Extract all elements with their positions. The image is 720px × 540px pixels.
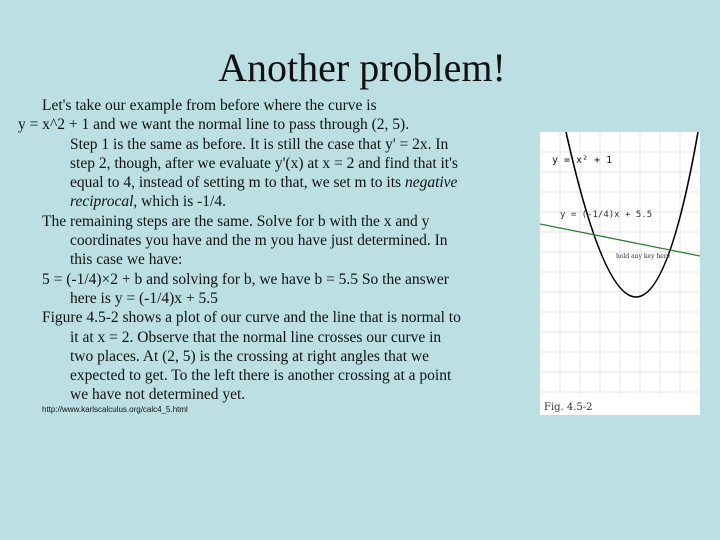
line-label: y = (-1/4)x + 5.5 [560, 210, 653, 220]
p4-line-1: Figure 4.5-2 shows a plot of our curve and the line that is normal to [42, 309, 461, 327]
p4-line-5: we have not determined yet. [70, 386, 246, 404]
p1-line-5 [70, 173, 524, 192]
p4-line-2: it at x = 2. Observe that the normal line crosses our curve in [70, 328, 442, 346]
p4-line-3: two places. At (2, 5) is the crossing at right angles that we [70, 347, 430, 365]
p1-line-5a: equal to 4, instead of setting m to that, we set m to its [70, 174, 405, 192]
plot-svg [540, 132, 700, 415]
note-label: hold any key here [616, 253, 671, 260]
paragraph-2 [42, 212, 524, 270]
reciprocal-word: reciprocal [70, 193, 134, 211]
paragraph-1 [42, 96, 524, 115]
p3-line-1: 5 = (-1/4)×2 + b and solving for b, we have b = 5.5 So the answer [42, 270, 449, 288]
slide-body [18, 96, 524, 405]
p1-line-6b: , which is -1/4. [133, 193, 226, 211]
p1-line-6 [70, 192, 524, 211]
figure-plot [540, 132, 700, 415]
p2-line-1: The remaining steps are the same. Solve for b with the x and y [42, 212, 430, 230]
p1-line-2: y = x^2 + 1 and we want the normal line to pass through (2, 5). [18, 116, 410, 134]
equation-line [18, 115, 524, 134]
paragraph-3 [42, 270, 524, 309]
p4-line-4: expected to get. To the left there is another crossing at a point [70, 367, 452, 385]
p1-line-1: Let's take our example from before where the curve is [42, 97, 377, 114]
grid-lines [540, 132, 700, 394]
negative-word: negative [404, 174, 458, 192]
slide-title [0, 42, 720, 94]
p1-line-4: step 2, though, after we evaluate y'(x) at x = 2 and find that it's [70, 154, 458, 172]
figure-caption: Fig. 4.5-2 [544, 402, 593, 413]
curve-label: y = x² + 1 [552, 155, 613, 166]
p2-line-3: this case we have: [70, 251, 183, 269]
p1-line-3: Step 1 is the same as before. It is still the case that y' = 2x. In [70, 135, 449, 153]
source-link[interactable]: http://www.karlscalculus.org/calc4_5.html [42, 405, 188, 414]
paragraph-1-cont [42, 135, 524, 212]
p2-line-2: coordinates you have and the m you have just determined. In [70, 232, 448, 250]
paragraph-4 [42, 308, 524, 404]
p3-line-2: here is y = (-1/4)x + 5.5 [70, 289, 218, 307]
slide-title-text: Another problem! [218, 45, 506, 90]
